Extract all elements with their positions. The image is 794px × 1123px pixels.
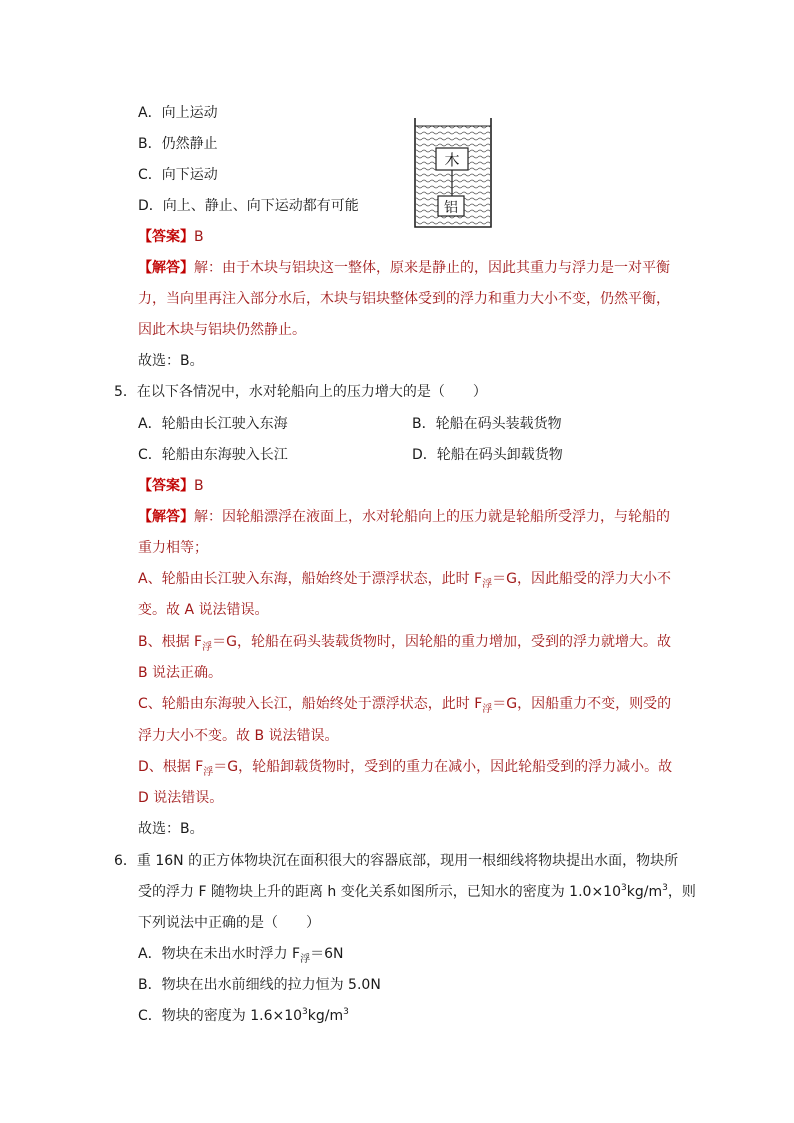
q5-conclusion: 故选：B。 (138, 821, 204, 837)
q4-answer: 【答案】B (138, 229, 204, 245)
q5-d-explain-2: D 说法错误。 (138, 790, 224, 806)
q6-option-c: C．物块的密度为 $1.6\times 10^3kg/m^3$ (138, 1007, 349, 1024)
q4-analysis-line-2: 力，当向里再注入部分水后，木块与铝块整体受到的浮力和重力大小不变，仍然平衡， (138, 291, 670, 307)
wood-label: 木 (444, 151, 460, 169)
q5-a-explain-1: A、轮船由长江驶入东海，船始终处于漂浮状态，此时 $F_浮=G$，因此船受的浮力大小不 (138, 571, 671, 590)
q5-option-b: B．轮船在码头装载货物 (412, 416, 562, 432)
q5-option-d: D．轮船在码头卸载货物 (412, 447, 563, 463)
q5-answer: 【答案】B (138, 478, 204, 494)
q6-option-a: A．物块在未出水时浮力 $F_浮=6N$ (138, 946, 344, 965)
q5-option-a: A．轮船由长江驶入东海 (138, 416, 288, 432)
q5-c-explain-1: C、轮船由东海驶入长江，船始终处于漂浮状态，此时 $F_浮=G$，因船重力不变，则受的 (138, 696, 672, 715)
q4-option-d: D．向上、静止、向下运动都有可能 (138, 198, 359, 214)
q5-a-explain-2: 变。故 A 说法错误。 (138, 602, 269, 618)
q5-analysis-line-1: 【解答】解：因轮船漂浮在液面上，水对轮船向上的压力就是轮船所受浮力，与轮船的 (138, 509, 670, 525)
q6-stem-line-1: 6．重 16N 的正方体物块沉在面积很大的容器底部，现用一根细线将物块提出水面，物块所 (114, 853, 679, 869)
q6-option-b: B．物块在出水前细线的拉力恒为 5.0N (138, 977, 381, 993)
q5-b-explain-2: B 说法正确。 (138, 665, 223, 681)
q6-stem-line-3: 下列说法中正确的是（ ） (138, 915, 320, 931)
q5-stem: 5．在以下各情况中，水对轮船向上的压力增大的是（ ） (114, 384, 487, 400)
q5-analysis-line-2: 重力相等； (138, 540, 208, 556)
q5-b-explain-1: B、根据 $F_浮=G$，轮船在码头装载货物时，因轮船的重力增加，受到的浮力就增大。故 (138, 634, 671, 653)
q6-stem-line-2: 受的浮力 F 随物块上升的距离 h 变化关系如图所示，已知水的密度为 $1.0\times 10^3kg/m^3$，则 (138, 883, 696, 900)
container-figure (414, 118, 492, 228)
q4-option-c: C．向下运动 (138, 167, 218, 183)
q4-option-b: B．仍然静止 (138, 136, 218, 152)
q5-option-c: C．轮船由东海驶入长江 (138, 447, 288, 463)
q4-analysis-line-1: 【解答】解：由于木块与铝块这一整体，原来是静止的，因此其重力与浮力是一对平衡 (138, 260, 670, 276)
q4-option-a: A．向上运动 (138, 105, 218, 121)
q5-d-explain-1: D、根据 $F_浮=G$，轮船卸载货物时，受到的重力在减小，因此轮船受到的浮力减小。故 (138, 759, 673, 778)
q4-analysis-line-3: 因此木块与铝块仍然静止。 (138, 322, 306, 338)
aluminum-label: 铝 (444, 200, 458, 216)
q5-c-explain-2: 浮力大小不变。故 B 说法错误。 (138, 728, 339, 744)
q4-conclusion: 故选：B。 (138, 353, 204, 369)
